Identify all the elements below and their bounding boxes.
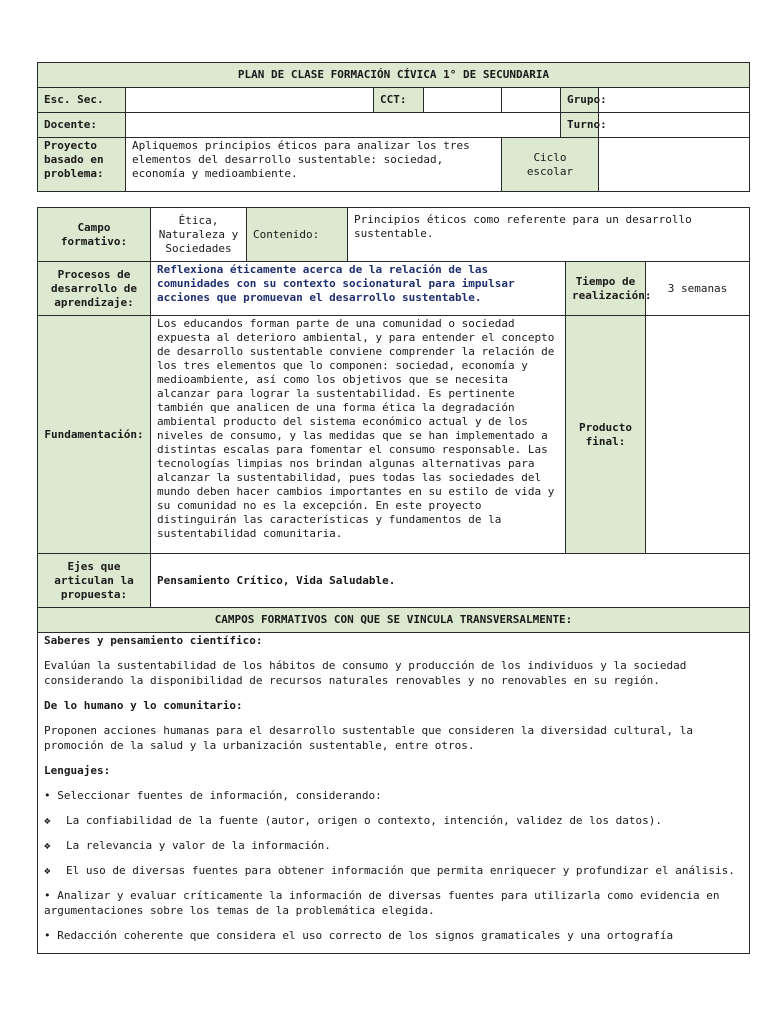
grupo-label: Grupo: — [561, 88, 599, 113]
cct-label: CCT: — [374, 88, 424, 113]
tiempo-value: 3 semanas — [646, 262, 750, 316]
fundamentacion-label: Fundamentación: — [38, 316, 151, 554]
tiempo-label: Tiempo de realización: — [566, 262, 646, 316]
transversal-heading: CAMPOS FORMATIVOS CON QUE SE VINCULA TRANSVERSALMENTE: — [38, 608, 750, 633]
diamond-bullet-icon: ❖ — [44, 864, 51, 877]
header-table — [37, 62, 750, 192]
lenguajes-item-2: • Analizar y evaluar críticamente la información de diversas fuentes para utilizarla como evidencia en argumentaciones sobre los temas de la problemática elegida. — [44, 889, 720, 917]
lenguajes-subitem: ❖ La confiabilidad de la fuente (autor, origen o contexto, intención, validez de los datos). — [44, 814, 663, 827]
contenido-label: Contenido: — [247, 208, 348, 262]
diamond-bullet-icon: ❖ — [44, 839, 51, 852]
transversal-content — [38, 633, 750, 954]
turno-label: Turno: — [561, 113, 599, 138]
campo-label: Campo formativo: — [38, 208, 151, 262]
proyecto-value: Apliquemos principios éticos para analizar los tres elementos del desarrollo sustentable: sociedad, economía y medioambiente. — [126, 138, 502, 192]
ciclo-field[interactable] — [599, 138, 750, 192]
ejes-label: Ejes que articulan la propuesta: — [38, 554, 151, 608]
plan-table — [37, 207, 750, 954]
docente-field[interactable] — [126, 113, 561, 138]
ciclo-label: Ciclo escolar — [502, 138, 599, 192]
procesos-label: Procesos de desarrollo de aprendizaje: — [38, 262, 151, 316]
docente-label: Docente: — [38, 113, 126, 138]
lenguajes-subitem: ❖ La relevancia y valor de la información. — [44, 839, 331, 852]
humano-heading: De lo humano y lo comunitario: — [44, 699, 243, 712]
contenido-value: Principios éticos como referente para un desarrollo sustentable. — [348, 208, 750, 262]
esc-field[interactable] — [126, 88, 374, 113]
proyecto-label: Proyecto basado en problema: — [38, 138, 126, 192]
turno-field[interactable] — [599, 113, 750, 138]
saberes-heading: Saberes y pensamiento científico: — [44, 634, 263, 647]
campo-value: Ética, Naturaleza y Sociedades — [151, 208, 247, 262]
spacer-cell — [502, 88, 561, 113]
lenguajes-subitem: ❖ El uso de diversas fuentes para obtener información que permita enriquecer y profundizar el análisis. — [44, 864, 735, 877]
lenguajes-item-1: • Seleccionar fuentes de información, considerando: — [44, 789, 382, 802]
producto-field[interactable] — [646, 316, 750, 554]
procesos-value: Reflexiona éticamente acerca de la relación de las comunidades con su contexto socionatural para impulsar acciones que promuevan el desarrollo sustentable. — [151, 262, 566, 316]
lenguajes-item-3: • Redacción coherente que considera el uso correcto de los signos gramaticales y una ortografía — [44, 929, 674, 942]
fundamentacion-value: Los educandos forman parte de una comunidad o sociedad expuesta al deterioro ambiental, y para entender el concepto de desarrollo sustentable conviene comprender la relación de los tres elementos que lo componen: sociedad, economía y medioambiente, así como los objetivos que se necesita alcanzar para lograr la sustentabilidad. Es pertinente también que analicen de una forma ética la degradación ambiental producto del sistema económico actual y de los niveles de consumo, y las medidas que se han implementado a distintas escalas para fomentar el consumo responsable. Las tecnologías limpias nos brindan algunas alternativas para alcanzar la sustentabilidad, pues todas las sociedades del mundo deben hacer cambios importantes en su estilo de vida y su comunidad no es la excepción. En este proyecto distinguirán las características y fundamentos de la sustentabilidad comunitaria. — [151, 316, 566, 554]
lenguajes-heading: Lenguajes: — [44, 764, 111, 777]
grupo-field[interactable] — [599, 88, 750, 113]
document-title: PLAN DE CLASE FORMACIÓN CÍVICA 1° DE SECUNDARIA — [38, 63, 750, 88]
diamond-bullet-icon: ❖ — [44, 814, 51, 827]
saberes-text: Evalúan la sustentabilidad de los hábitos de consumo y producción de los individuos y la sociedad considerando la disponibilidad de recursos naturales renovables y no renovables en su región. — [44, 659, 687, 687]
esc-label: Esc. Sec. — [38, 88, 126, 113]
ejes-value: Pensamiento Crítico, Vida Saludable. — [151, 554, 750, 608]
humano-text: Proponen acciones humanas para el desarrollo sustentable que consideren la diversidad cultural, la promoción de la salud y la urbanización sustentable, entre otros. — [44, 724, 694, 752]
producto-label: Producto final: — [566, 316, 646, 554]
cct-field[interactable] — [424, 88, 502, 113]
